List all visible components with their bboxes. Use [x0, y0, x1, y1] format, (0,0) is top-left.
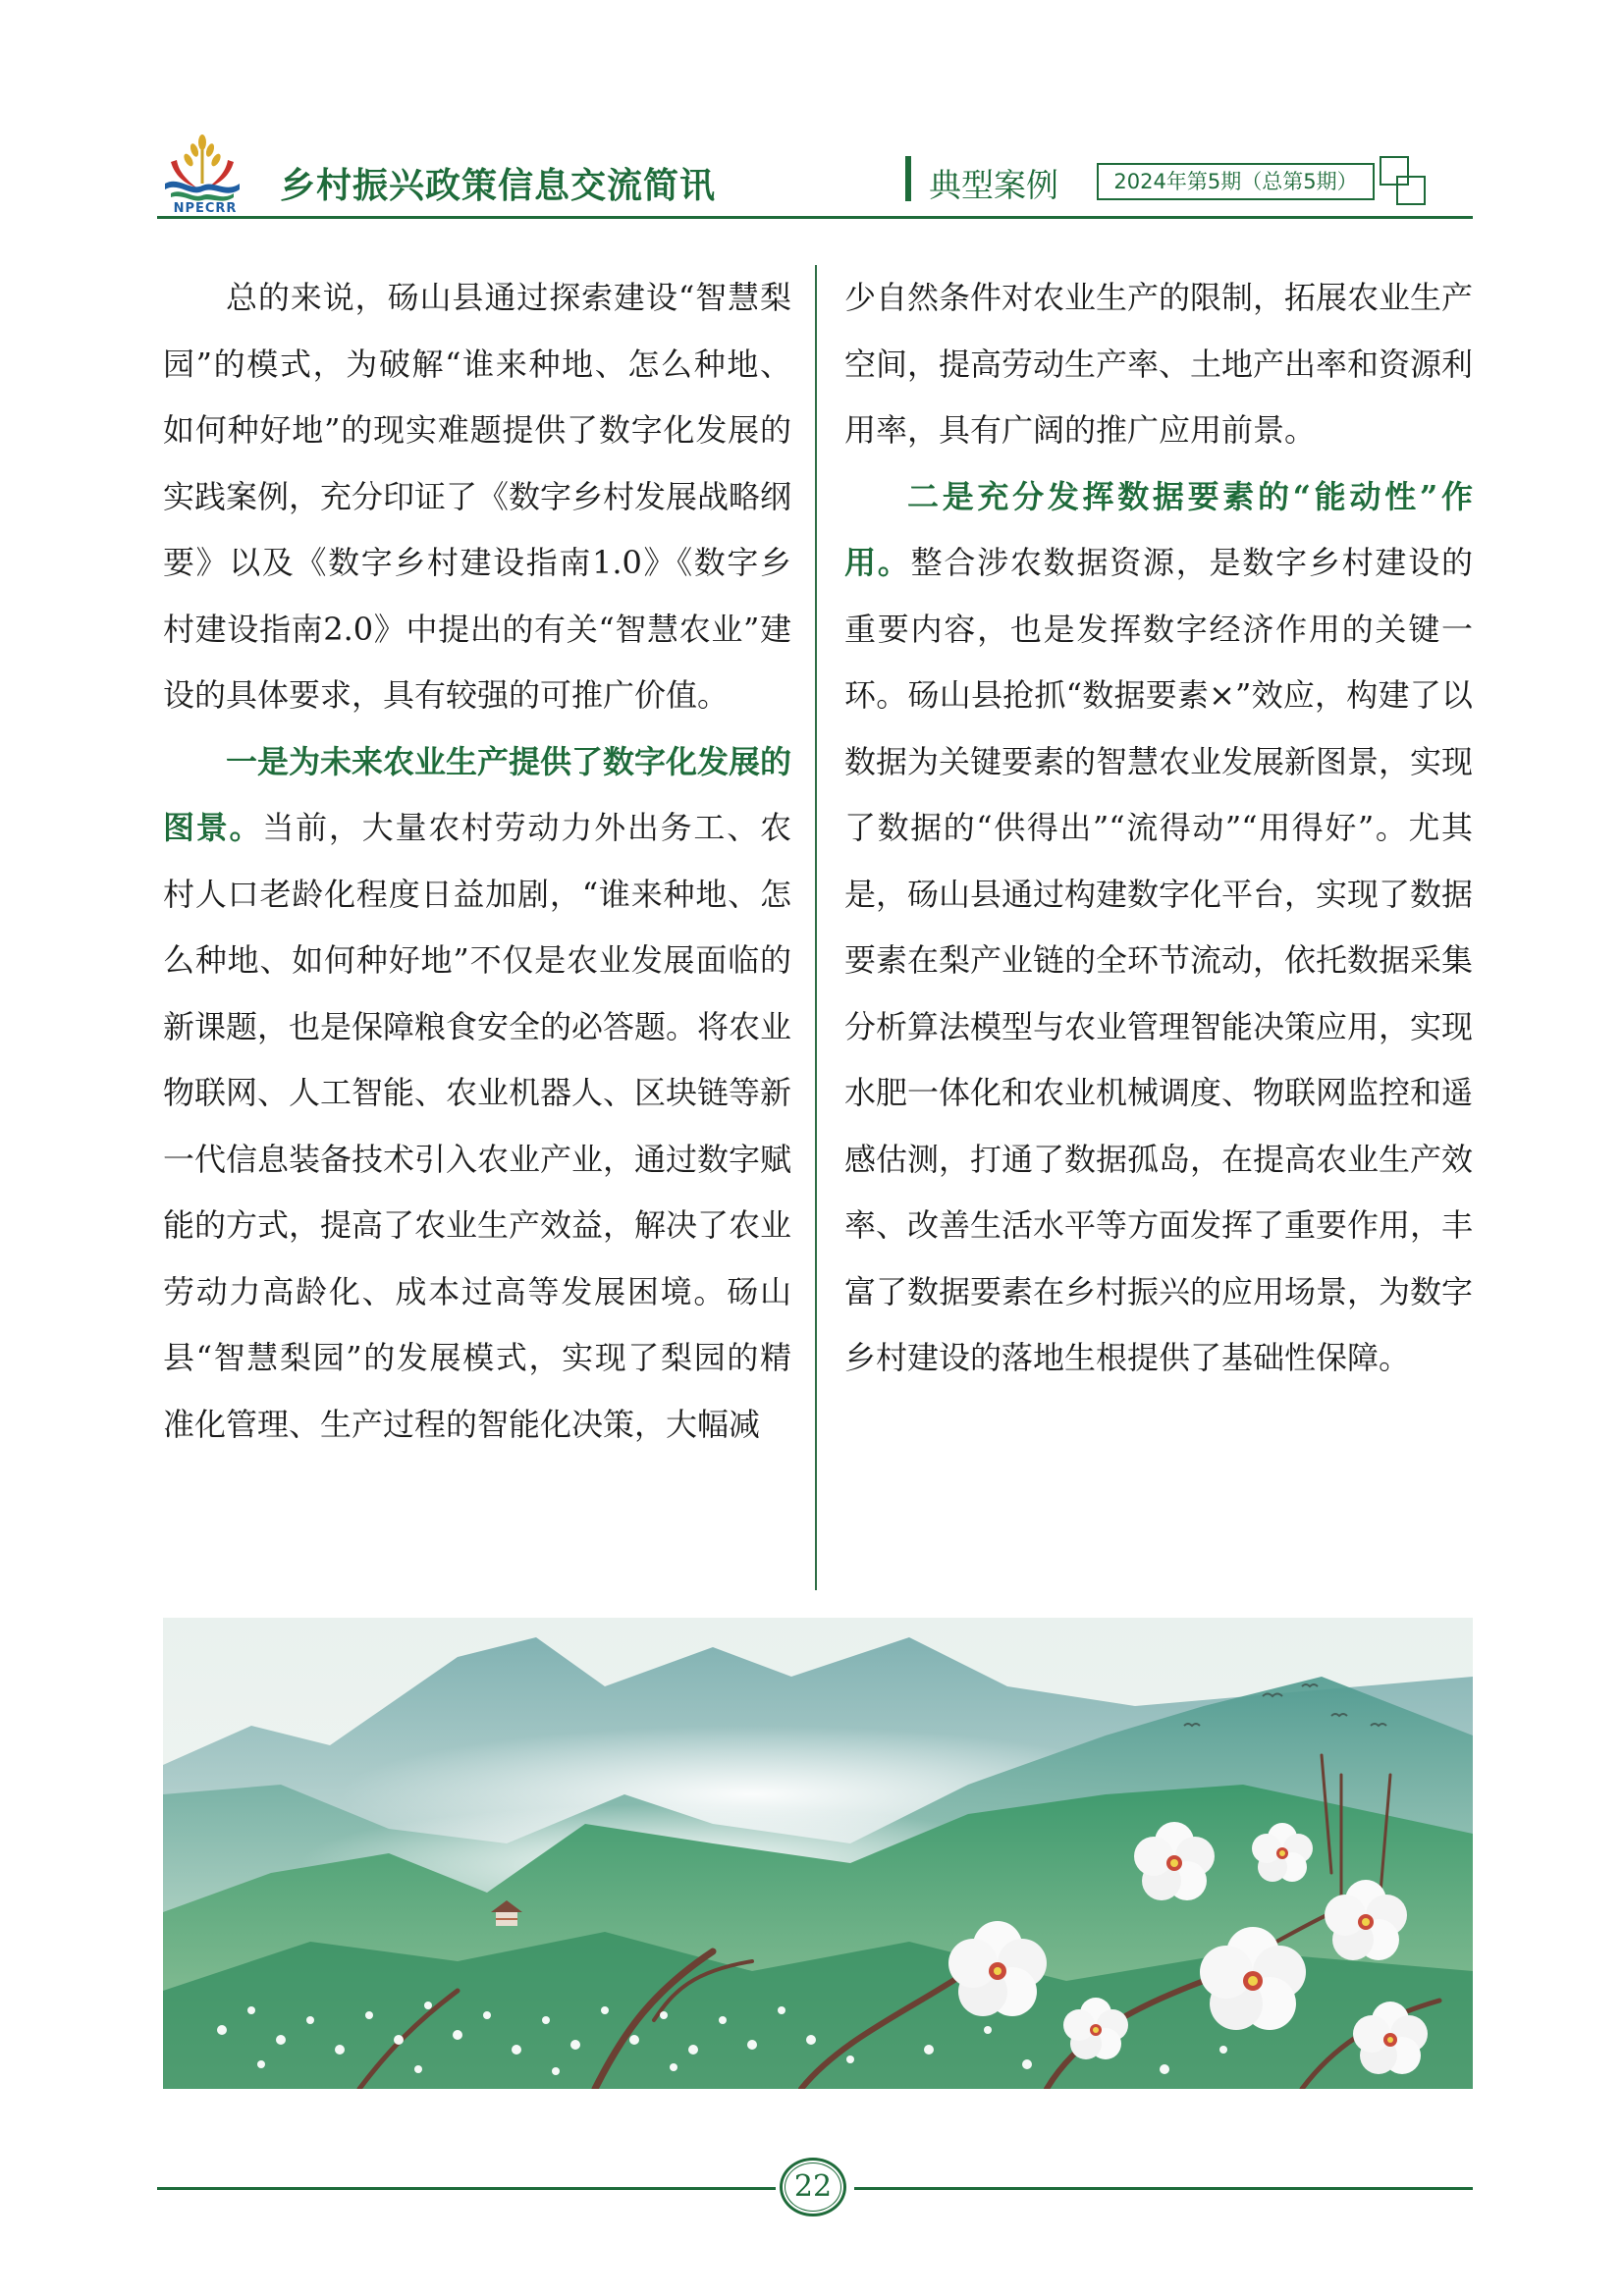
page-number: 22	[780, 2158, 846, 2216]
title-divider	[905, 156, 911, 201]
paragraph-body: 整合涉农数据资源，是数字乡村建设的重要内容，也是发挥数字经济作用的关键一环。砀山县抢抓“数据要素×”效应，构建了以数据为关键要素的智慧农业发展新图景，实现了数据的“供得出”“流得动”“用得好”。尤其是，砀山县通过构建数字化平台，实现了数据要素在梨产业链的全环节流动，依托数据采集分析算法模型与农业管理智能决策应用，实现水肥一体化和农业机械调度、物联网监控和遥感估测，打通了数据孤岛，在提高农业生产效率、改善生活水平等方面发挥了重要作用，丰富了数据要素在乡村振兴的应用场景，为数字乡村建设的落地生根提供了基础性保障。	[844, 544, 1474, 1376]
logo-text: NPECRR	[173, 201, 238, 216]
paragraph	[163, 729, 791, 1459]
left-column	[163, 265, 791, 1458]
column-divider	[815, 265, 817, 1590]
paragraph-body: 当前，大量农村劳动力外出务工、农村人口老龄化程度日益加剧，“谁来种地、怎么种地、如何种好地”不仅是农业发展面临的新课题，也是保障粮食安全的必答题。将农业物联网、人工智能、农业机器人、区块链等新一代信息装备技术引入农业产业，通过数字赋能的方式，提高了农业生产效益，解决了农业劳动力高龄化、成本过高等发展困境。砀山县“智慧梨园”的发展模式，实现了梨园的精准化管理、生产过程的智能化决策，大幅减	[163, 809, 792, 1443]
footer-rule	[854, 2187, 1473, 2190]
pear-orchard-illustration	[163, 1618, 1473, 2089]
paragraph-lead: 一是为未来农业生产提供了数字化发展的图景。	[163, 742, 792, 846]
header-rule	[157, 216, 1473, 219]
paragraph-lead: 二是充分发挥数据要素的“能动性”作用。	[844, 477, 1473, 581]
page-header	[157, 133, 1473, 221]
paragraph	[844, 464, 1473, 1392]
publication-title: 乡村振兴政策信息交流简讯	[280, 166, 717, 206]
paragraph: 少自然条件对农业生产的限制，拓展农业生产空间，提高劳动生产率、土地产出率和资源利用率，具有广阔的推广应用前景。	[844, 279, 1474, 449]
footer-rule	[157, 2187, 776, 2190]
paragraph: 总的来说，砀山县通过探索建设“智慧梨园”的模式，为破解“谁来种地、怎么种地、如何种好地”的现实难题提供了数字化发展的实践案例，充分印证了《数字乡村发展战略纲要》以及《数字乡村建设指南1.0》《数字乡村建设指南2.0》中提出的有关“智慧农业”建设的具体要求，具有较强的可推广价值。	[163, 279, 792, 714]
section-label: 典型案例	[929, 166, 1058, 204]
issue-badge: 2024年第5期（总第5期）	[1097, 163, 1375, 200]
decorative-square	[1396, 176, 1426, 205]
right-column	[844, 265, 1473, 1392]
